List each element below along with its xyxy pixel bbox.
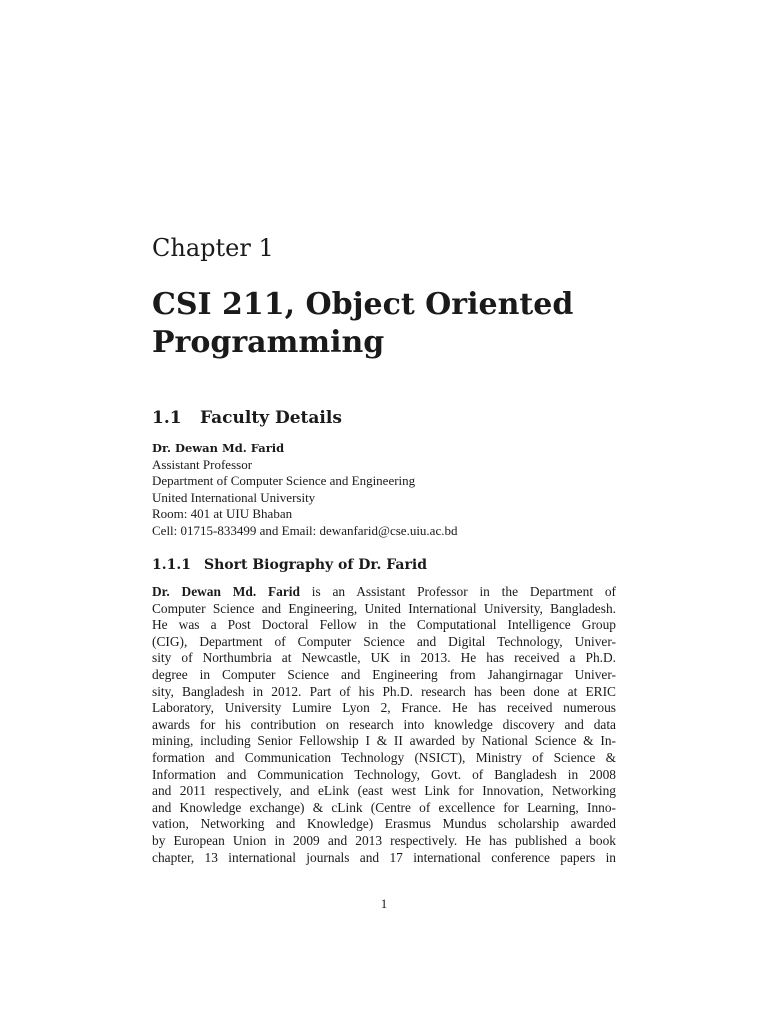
biography-line: sity of Northumbria at Newcastle, UK in 2013. He has received a Ph.D. [152, 650, 616, 666]
biography-line: awards for his contribution on research into knowledge discovery and data [152, 716, 616, 732]
biography-line: and Knowledge exchange) & cLink (Centre of excellence for Learning, Inno- [152, 799, 616, 815]
biography-line: Information and Communication Technology, Govt. of Bangladesh in 2008 [152, 766, 616, 782]
biography-line: mining, including Senior Fellowship I & II awarded by National Science & In- [152, 733, 616, 749]
faculty-department: Department of Computer Science and Engineering [152, 473, 416, 489]
faculty-contact: Cell: 01715-833499 and Email: dewanfarid@cse.uiu.ac.bd [152, 522, 458, 538]
biography-line: and 2011 respectively, and eLink (east west Link for Innovation, Networking [152, 783, 616, 799]
biography-line: Laboratory, University Lumire Lyon 2, France. He has received numerous [152, 700, 616, 716]
page-number: 1 [380, 896, 388, 911]
biography-line [152, 584, 616, 601]
biography-paragraph [152, 584, 616, 866]
chapter-title-line-1: CSI 211, Object Oriented [152, 287, 574, 322]
subsection-number: 1.1.1 [152, 557, 191, 573]
faculty-university: United International University [152, 489, 316, 505]
chapter-label: Chapter 1 [152, 234, 274, 262]
biography-lead-name: Dr. Dewan Md. Farid [152, 584, 300, 599]
biography-line: degree in Computer Science and Engineering from Jahangirnagar Univer- [152, 666, 616, 682]
biography-line: He was a Post Doctoral Fellow in the Computational Intelligence Group [152, 617, 616, 633]
faculty-name: Dr. Dewan Md. Farid [152, 441, 285, 455]
biography-line: chapter, 13 international journals and 17 international conference papers in [152, 849, 616, 865]
biography-line: by European Union in 2009 and 2013 respectively. He has published a book [152, 832, 616, 848]
biography-line: (CIG), Department of Computer Science and Digital Technology, Univer- [152, 633, 616, 649]
subsection-heading [152, 555, 427, 575]
subsection-title: Short Biography of Dr. Farid [204, 557, 427, 573]
chapter-title [152, 286, 622, 362]
section-title: Faculty Details [200, 408, 342, 428]
section-number: 1.1 [152, 408, 182, 428]
chapter-title-line-2: Programming [152, 325, 385, 360]
biography-line: vation, Networking and Knowledge) Erasmus Mundus scholarship awarded [152, 816, 616, 832]
biography-line: Computer Science and Engineering, United International University, Bangladesh. [152, 600, 616, 616]
biography-line: sity, Bangladesh in 2012. Part of his Ph.D. research has been done at ERIC [152, 683, 616, 699]
faculty-details [152, 440, 622, 540]
section-heading [152, 406, 342, 430]
biography-text: is an Assistant Professor in the Department of [299, 584, 616, 599]
biography-line: formation and Communication Technology (NSICT), Ministry of Science & [152, 749, 616, 765]
faculty-position: Assistant Professor [152, 456, 253, 472]
faculty-room: Room: 401 at UIU Bhaban [152, 506, 293, 522]
